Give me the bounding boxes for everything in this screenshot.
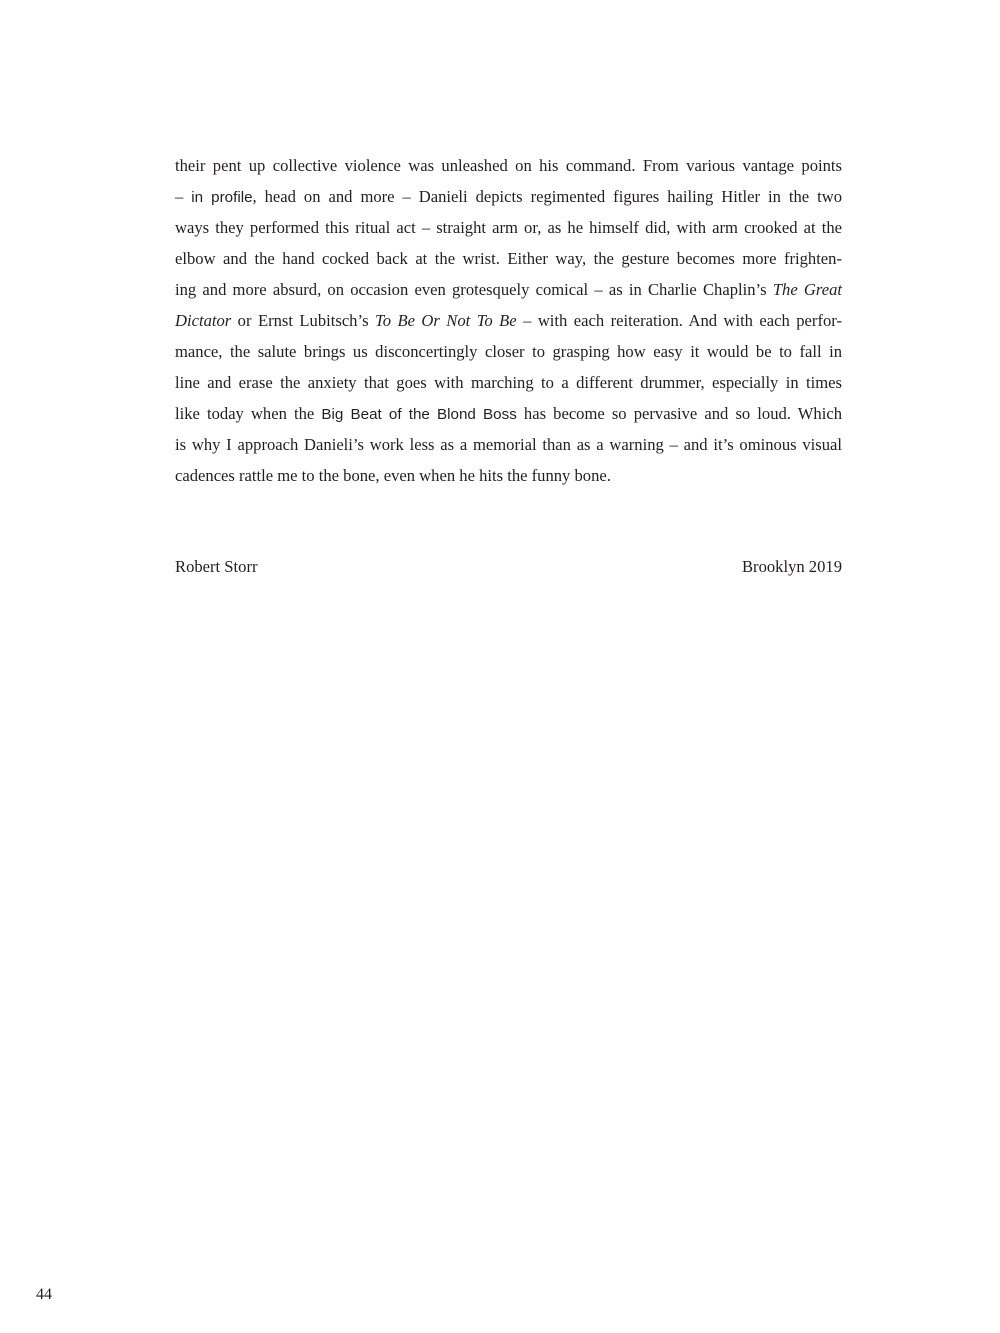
paragraph-line: cadences rattle me to the bone, even when he hits the funny bone. bbox=[175, 466, 611, 485]
essay-paragraph bbox=[175, 150, 842, 491]
film-title: Dictator bbox=[175, 311, 232, 330]
place-date: Brooklyn 2019 bbox=[741, 557, 842, 576]
film-title: The Great bbox=[772, 280, 842, 299]
film-title: To Be Or Not To Be bbox=[375, 311, 517, 330]
line-text: , head on and more – Danieli depicts regimented figures hailing Hitler in the two bbox=[252, 187, 843, 206]
paragraph-line: mance, the salute brings us disconcertingly closer to grasping how easy it would be to fall in bbox=[175, 342, 842, 361]
line-text: – with each reiteration. And with each perfor- bbox=[516, 311, 842, 330]
line-text-sans: Big Beat of the Blond Boss bbox=[321, 406, 517, 423]
paragraph-line: ways they performed this ritual act – straight arm or, as he himself did, with arm crooked at the bbox=[175, 218, 842, 237]
paragraph-line: elbow and the hand cocked back at the wrist. Either way, the gesture becomes more frighten- bbox=[175, 249, 842, 268]
line-text: ing and more absurd, on occasion even grotesquely comical – as in Charlie Chaplin’s bbox=[175, 280, 773, 299]
line-text: or Ernst Lubitsch’s bbox=[231, 311, 375, 330]
line-text: like today when the bbox=[175, 404, 322, 423]
author-signature: Robert Storr bbox=[175, 557, 258, 576]
line-text-sans: in profile bbox=[191, 189, 253, 206]
paragraph-line bbox=[175, 181, 842, 212]
line-text: – bbox=[175, 187, 192, 206]
paragraph-line bbox=[175, 398, 842, 429]
paragraph-line: their pent up collective violence was unleashed on his command. From various vantage points bbox=[175, 156, 842, 175]
paragraph-line: is why I approach Danieli’s work less as a memorial than as a warning – and it’s ominous visual bbox=[175, 435, 842, 454]
paragraph-line bbox=[175, 305, 842, 336]
paragraph-line: line and erase the anxiety that goes with marching to a different drummer, especially in times bbox=[175, 373, 842, 392]
paragraph-line bbox=[175, 274, 842, 305]
line-text: has become so pervasive and so loud. Which bbox=[516, 404, 842, 423]
page-number: 44 bbox=[36, 1286, 52, 1303]
